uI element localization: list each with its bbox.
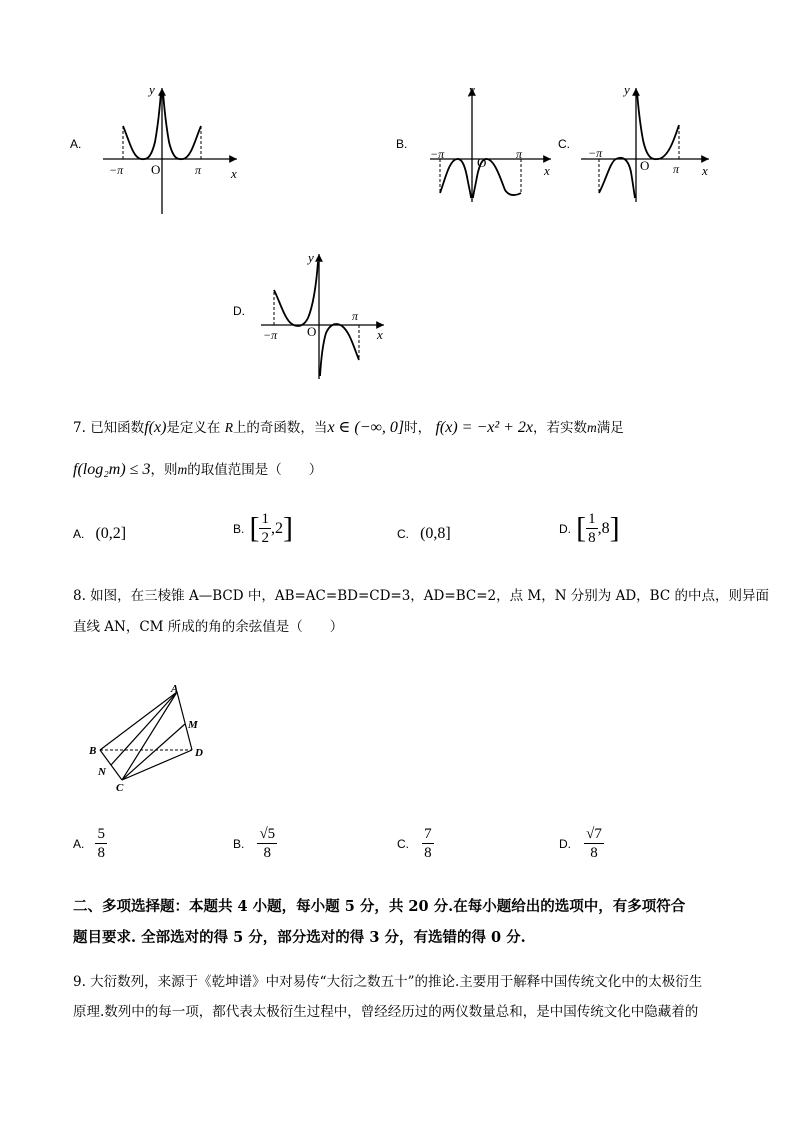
svg-text:O: O	[477, 155, 487, 170]
curve-left	[123, 92, 161, 159]
svg-text:π: π	[516, 147, 523, 161]
svg-text:C: C	[116, 782, 124, 794]
q7-option-d[interactable]: D. [ $\frac{1}{8}$ ,8]	[559, 511, 620, 546]
svg-text:π: π	[195, 163, 202, 177]
svg-text:−π: −π	[109, 163, 124, 177]
svg-text:O: O	[307, 324, 317, 339]
q8-tetrahedron-figure	[85, 680, 215, 795]
svg-text:x: x	[377, 327, 383, 342]
svg-text:O: O	[640, 158, 650, 173]
svg-text:−π: −π	[263, 328, 278, 342]
section-2-heading-line2: 题目要求. 全部选对的得 5 分，部分选对的得 3 分，有选错的得 0 分.	[73, 929, 526, 946]
svg-text:−π: −π	[430, 147, 445, 161]
q6-graph-a	[95, 80, 255, 220]
q6-option-a-label[interactable]: A.	[70, 137, 82, 151]
svg-text:π: π	[352, 309, 359, 323]
svg-text:−π: −π	[588, 146, 603, 160]
q8-option-a[interactable]: A. $\frac{5}{8}$	[73, 826, 105, 861]
svg-text:x: x	[702, 163, 708, 178]
curve-right	[163, 92, 201, 159]
svg-text:π: π	[673, 162, 680, 176]
svg-text:y: y	[149, 82, 155, 97]
q7-stem-line1: 7. 已知函数f(x)是定义在 R上的奇函数，当x ∈ (−∞, 0]时， f(x) = −x² + 2x，若实数m满足	[73, 419, 624, 436]
q9-stem-line1: 9. 大衍数列，来源于《乾坤谱》中对易传“大衍之数五十”的推论.主要用于解释中国传统文化中的太极衍生	[73, 974, 703, 990]
q8-option-c[interactable]: C. $\frac{7}{8}$	[397, 826, 432, 861]
svg-text:B: B	[89, 745, 97, 757]
q9-stem-line2: 原理.数列中的每一项，都代表太极衍生过程中，曾经经历过的两仪数量总和，是中国传统文化中隐藏着的	[73, 1004, 699, 1020]
svg-text:y: y	[624, 82, 630, 97]
svg-text:O: O	[151, 162, 161, 177]
section-2-heading-line1: 二、多项选择题：本题共 4 小题，每小题 5 分，共 20 分.在每小题给出的选项中，有多项符合	[73, 898, 686, 915]
svg-text:y: y	[469, 82, 475, 97]
q7-option-a[interactable]: A. (0,2]	[73, 525, 127, 542]
q6-option-b-label[interactable]: B.	[396, 137, 408, 151]
svg-text:x: x	[231, 166, 237, 181]
q8-stem-line2: 直线 AN，CM 所成的角的余弦值是（ ）	[73, 619, 344, 635]
svg-text:A: A	[171, 683, 179, 695]
svg-text:M: M	[188, 719, 198, 731]
q6-graph-b	[425, 80, 560, 205]
q6-option-c-label[interactable]: C.	[558, 137, 570, 151]
q7-option-b[interactable]: B. [ $\frac{1}{2}$ ,2]	[233, 511, 293, 546]
svg-text:y: y	[308, 250, 314, 265]
q8-stem-line1: 8. 如图，在三棱锥 A—BCD 中，AB=AC=BD=CD=3，AD=BC=2，点 M，N 分别为 AD，BC 的中点，则异面	[73, 588, 769, 604]
q6-graph-d	[258, 248, 393, 383]
q6-option-d-label[interactable]: D.	[233, 304, 245, 318]
q8-option-b[interactable]: B. $\frac{√5}{8}$	[233, 826, 276, 861]
q6-graph-c	[578, 80, 718, 205]
q7-stem-line2: f(log₂m) ≤ 3，则m的取值范围是（ ）	[73, 461, 323, 478]
q7-option-c[interactable]: C. (0,8]	[397, 525, 451, 542]
svg-text:x: x	[544, 163, 550, 178]
svg-text:N: N	[98, 766, 106, 778]
q8-option-d[interactable]: D. $\frac{√7}{8}$	[559, 826, 602, 861]
svg-text:D: D	[195, 747, 203, 759]
